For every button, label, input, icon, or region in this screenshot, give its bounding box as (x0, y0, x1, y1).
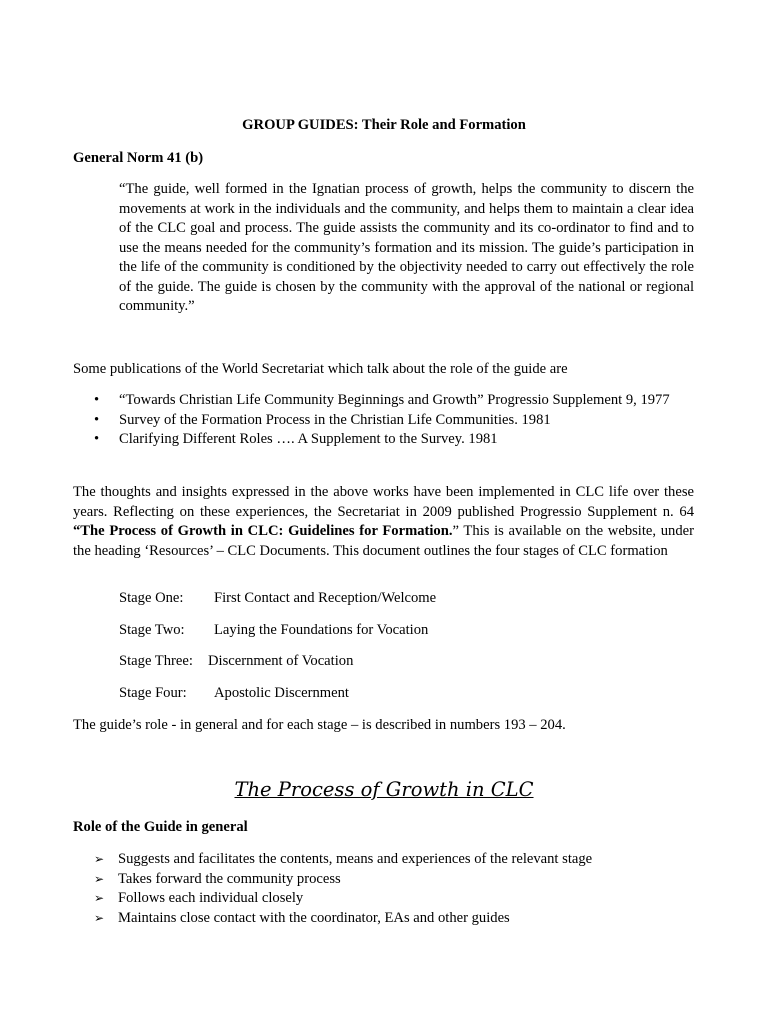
list-item (73, 411, 694, 431)
stage-value: Apostolic Discernment (214, 685, 349, 702)
role-general-heading: Role of the Guide in general (73, 819, 248, 835)
publications-list (73, 391, 694, 450)
page-title: GROUP GUIDES: Their Role and Formation (242, 117, 526, 133)
role-text: Suggests and facilitates the contents, means and experiences of the relevant stage (118, 851, 593, 867)
norm-heading: General Norm 41 (b) (73, 150, 204, 166)
bullet-icon: • (94, 411, 100, 428)
stage-label: Stage Two: (119, 621, 185, 638)
stage-value: Discernment of Vocation (208, 653, 354, 670)
role-text: Takes forward the community process (118, 870, 341, 887)
list-item (73, 430, 694, 450)
publications-intro: Some publications of the World Secretariat which talk about the role of the guide are (73, 361, 568, 377)
stage-label: Stage Four: (119, 685, 187, 702)
guide-role-text: The guide’s role - in general and for each stage – is described in numbers 193 – 204. (73, 717, 566, 733)
arrow-bullet-icon: ➢ (94, 852, 105, 866)
roles-list (73, 850, 592, 928)
arrow-bullet-icon: ➢ (94, 910, 105, 925)
list-item (73, 850, 592, 870)
stage-value: First Contact and Reception/Welcome (214, 590, 437, 606)
arrow-bullet-icon: ➢ (94, 871, 105, 886)
list-item (73, 889, 592, 909)
stage-value: Laying the Foundations for Vocation (214, 621, 429, 638)
arrow-bullet-icon: ➢ (94, 891, 105, 905)
thoughts-text-2: ” This is available on the website, under the heading ‘Resources’ – CLC Documents. This document outlines the four stages of CLC formation (73, 523, 694, 559)
list-item (73, 870, 592, 890)
process-heading: The Process of Growth in CLC (234, 778, 534, 801)
stage-label: Stage Three: (119, 653, 193, 670)
bullet-icon: • (94, 392, 100, 408)
thoughts-bold-title: “The Process of Growth in CLC: Guidelines for Formation. (73, 523, 453, 539)
role-text: Follows each individual closely (118, 890, 304, 906)
thoughts-text-1: The thoughts and insights expressed in the above works have been implemented in CLC life over these years. Reflecting on these experiences, the Secretariat in 2009 published Progressio Supplement n. 64 (73, 484, 694, 520)
publication-text: “Towards Christian Life Community Beginnings and Growth” Progressio Supplement 9, 1977 (119, 392, 670, 408)
bullet-icon: • (94, 431, 100, 447)
thoughts-paragraph (73, 483, 694, 561)
publication-text: Survey of the Formation Process in the Christian Life Communities. 1981 (119, 411, 551, 428)
stage-label: Stage One: (119, 590, 184, 606)
publication-text: Clarifying Different Roles …. A Supplement to the Survey. 1981 (119, 431, 498, 447)
list-item (73, 391, 694, 411)
list-item (73, 909, 592, 929)
role-text: Maintains close contact with the coordinator, EAs and other guides (118, 909, 510, 926)
norm-quote: “The guide, well formed in the Ignatian process of growth, helps the community to discern the movements at work in the individuals and the community, and helps them to maintain a clear idea of the CLC goal and process. The guide assists the community and its co-ordinator to find and to use the means needed for the community’s formation and its mission. The guide’s participation in the life of the community is conditioned by the objectivity needed to carry out effectively the role of the guide. The guide is chosen by the community with the approval of the national or regional community.” (119, 181, 694, 314)
